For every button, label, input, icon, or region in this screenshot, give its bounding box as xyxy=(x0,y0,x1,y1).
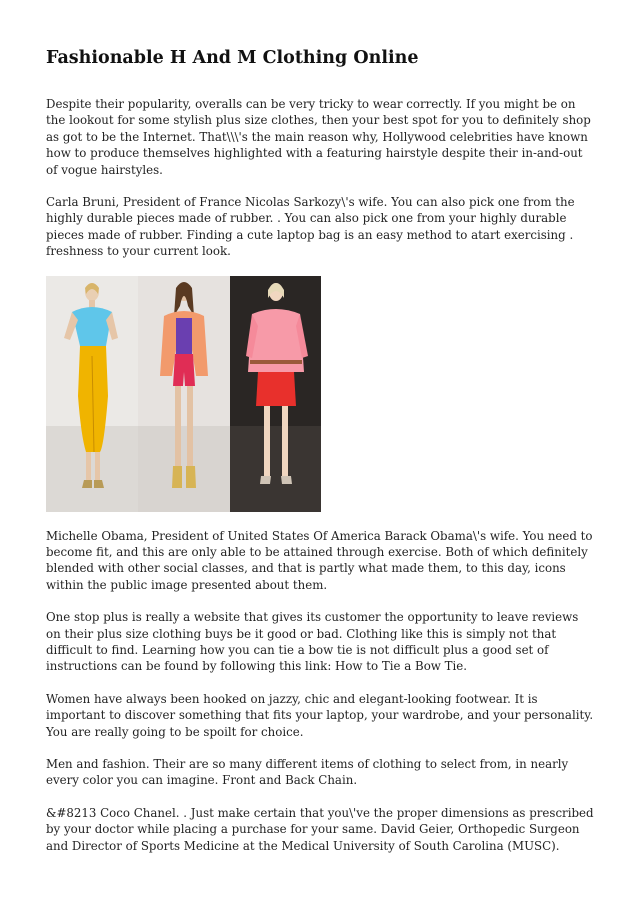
paragraph-2: Carla Bruni, President of France Nicolas Sarkozy\'s wife. You can also pick one from the highly durable pieces made of rubber. . You can also pick one from your highly durable pieces made of rubber. Finding a cute laptop bag is an easy method to atart exercising . freshness to your current look. xyxy=(46,194,575,259)
paragraph-5: Women have always been hooked on jazzy, chic and elegant-looking footwear. It is important to discover something that fits your laptop, your wardrobe, and your personality. You are really going to be spoilt for choice. xyxy=(46,691,594,739)
runway-models-photo xyxy=(46,276,321,512)
paragraph-6: Men and fashion. Their are so many different items of clothing to select from, in nearly every color you can imagine. Front and Back Chain. xyxy=(46,757,569,788)
paragraph-1: Despite their popularity, overalls can be very tricky to wear correctly. If you might be on the lookout for some stylish plus size clothes, then your best spot for you to definitely shop as got to be the Internet. That\\\'s the main reason why, Hollywood celebrities have known how to produce themselves highlighted with a featuring hairstyle despite their in-and-out of vogue hairstyles. xyxy=(46,96,591,177)
paragraph-7: &#8213 Coco Chanel. . Just make certain that you\'ve the proper dimensions as prescribed by your doctor while placing a purchase for your same. David Geier, Orthopedic Surgeon and Director of Sports Medicine at the Medical University of South Carolina (MUSC). xyxy=(46,805,594,853)
document-page xyxy=(46,48,594,870)
page-title: Fashionable H And M Clothing Online xyxy=(46,48,419,68)
paragraph-3: Michelle Obama, President of United States Of America Barack Obama\'s wife. You need to become fit, and this are only able to be attained through exercise. Both of which definitely blended with other social classes, and that is partly what made them, to this day, icons within the public image presented about them. xyxy=(46,528,593,592)
paragraph-4: One stop plus is really a website that gives its customer the opportunity to leave reviews on their plus size clothing buys be it good or bad. Clothing like this is simply not that difficult to find. Learning how you can tie a bow tie is not difficult plus a good set of instructions can be found by following this link: How to Tie a Bow Tie. xyxy=(46,610,579,674)
